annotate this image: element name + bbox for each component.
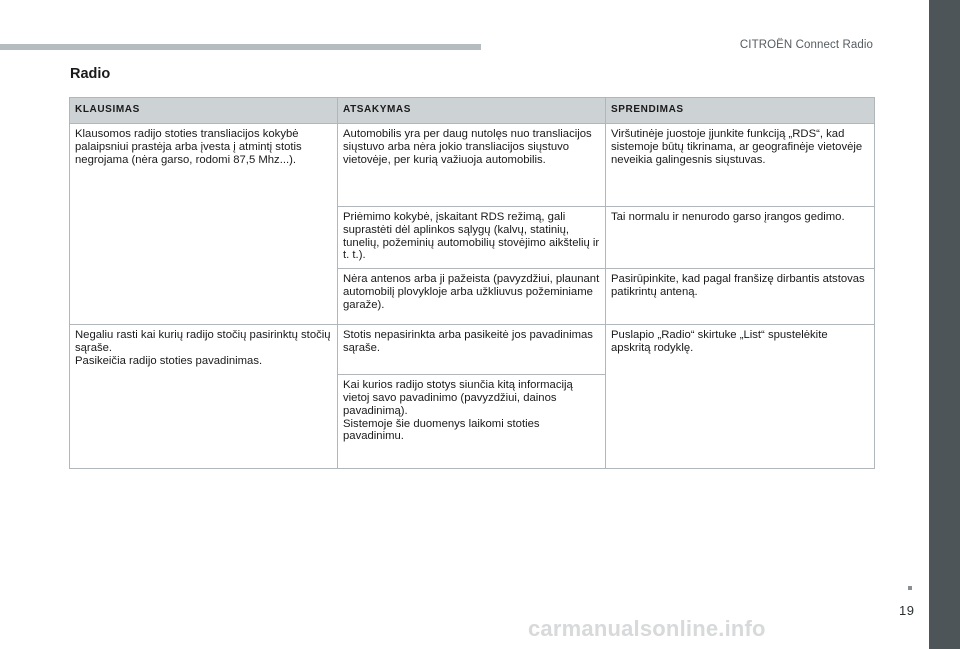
table-row	[70, 124, 875, 207]
troubleshooting-table	[69, 97, 875, 469]
continuation-marker	[908, 586, 912, 590]
column-header-solution: SPRENDIMAS	[606, 98, 875, 124]
side-tab-strip	[929, 0, 960, 649]
answer-cell: Automobilis yra per daug nutolęs nuo transliacijos siųstuvo arba nėra jokio transliacijos siųstuvo vietovėje, per kurią važiuoja automobilis.	[338, 124, 606, 207]
question-cell: Negaliu rasti kai kurių radijo stočių pasirinktų stočių sąraše. Pasikeičia radijo stoties pavadinimas.	[70, 325, 338, 469]
header-rule	[0, 44, 481, 50]
answer-cell: Kai kurios radijo stotys siunčia kitą informaciją vietoj savo pavadinimo (pavyzdžiui, dainos pavadinimą). Sistemoje šie duomenys laikomi stoties pavadinimu.	[338, 375, 606, 469]
solution-cell: Pasirūpinkite, kad pagal franšizę dirbantis atstovas patikrintų anteną.	[606, 269, 875, 325]
solution-cell: Viršutinėje juostoje įjunkite funkciją „RDS“, kad sistemoje būtų tikrinama, ar geografinėje vietovėje neveikia galingesnis siųstuvas.	[606, 124, 875, 207]
column-header-answer: ATSAKYMAS	[338, 98, 606, 124]
question-cell: Klausomos radijo stoties transliacijos kokybė palaipsniui prastėja arba įvesta į atmintį stotis negrojama (nėra garso, rodomi 87,5 Mhz...).	[70, 124, 338, 325]
watermark: carmanualsonline.info	[528, 616, 766, 641]
answer-cell: Nėra antenos arba ji pažeista (pavyzdžiui, plaunant automobilį plovykloje arba užkliuvus požeminiame garaže).	[338, 269, 606, 325]
answer-cell: Stotis nepasirinkta arba pasikeitė jos pavadinimas sąraše.	[338, 325, 606, 375]
solution-cell: Puslapio „Radio“ skirtuke „List“ spustelėkite apskritą rodyklę.	[606, 325, 875, 469]
column-header-question: KLAUSIMAS	[70, 98, 338, 124]
table-header-row	[70, 98, 875, 124]
page-number: 19	[899, 603, 915, 618]
section-title: Radio	[70, 66, 111, 82]
answer-cell: Priėmimo kokybė, įskaitant RDS režimą, gali suprastėti dėl aplinkos sąlygų (kalvų, statinių, tunelių, požeminių automobilių stovėjimo aikštelių ir t. t.).	[338, 207, 606, 269]
table-row	[70, 325, 875, 375]
manual-title: CITROËN Connect Radio	[739, 39, 873, 51]
solution-cell: Tai normalu ir nenurodo garso įrangos gedimo.	[606, 207, 875, 269]
